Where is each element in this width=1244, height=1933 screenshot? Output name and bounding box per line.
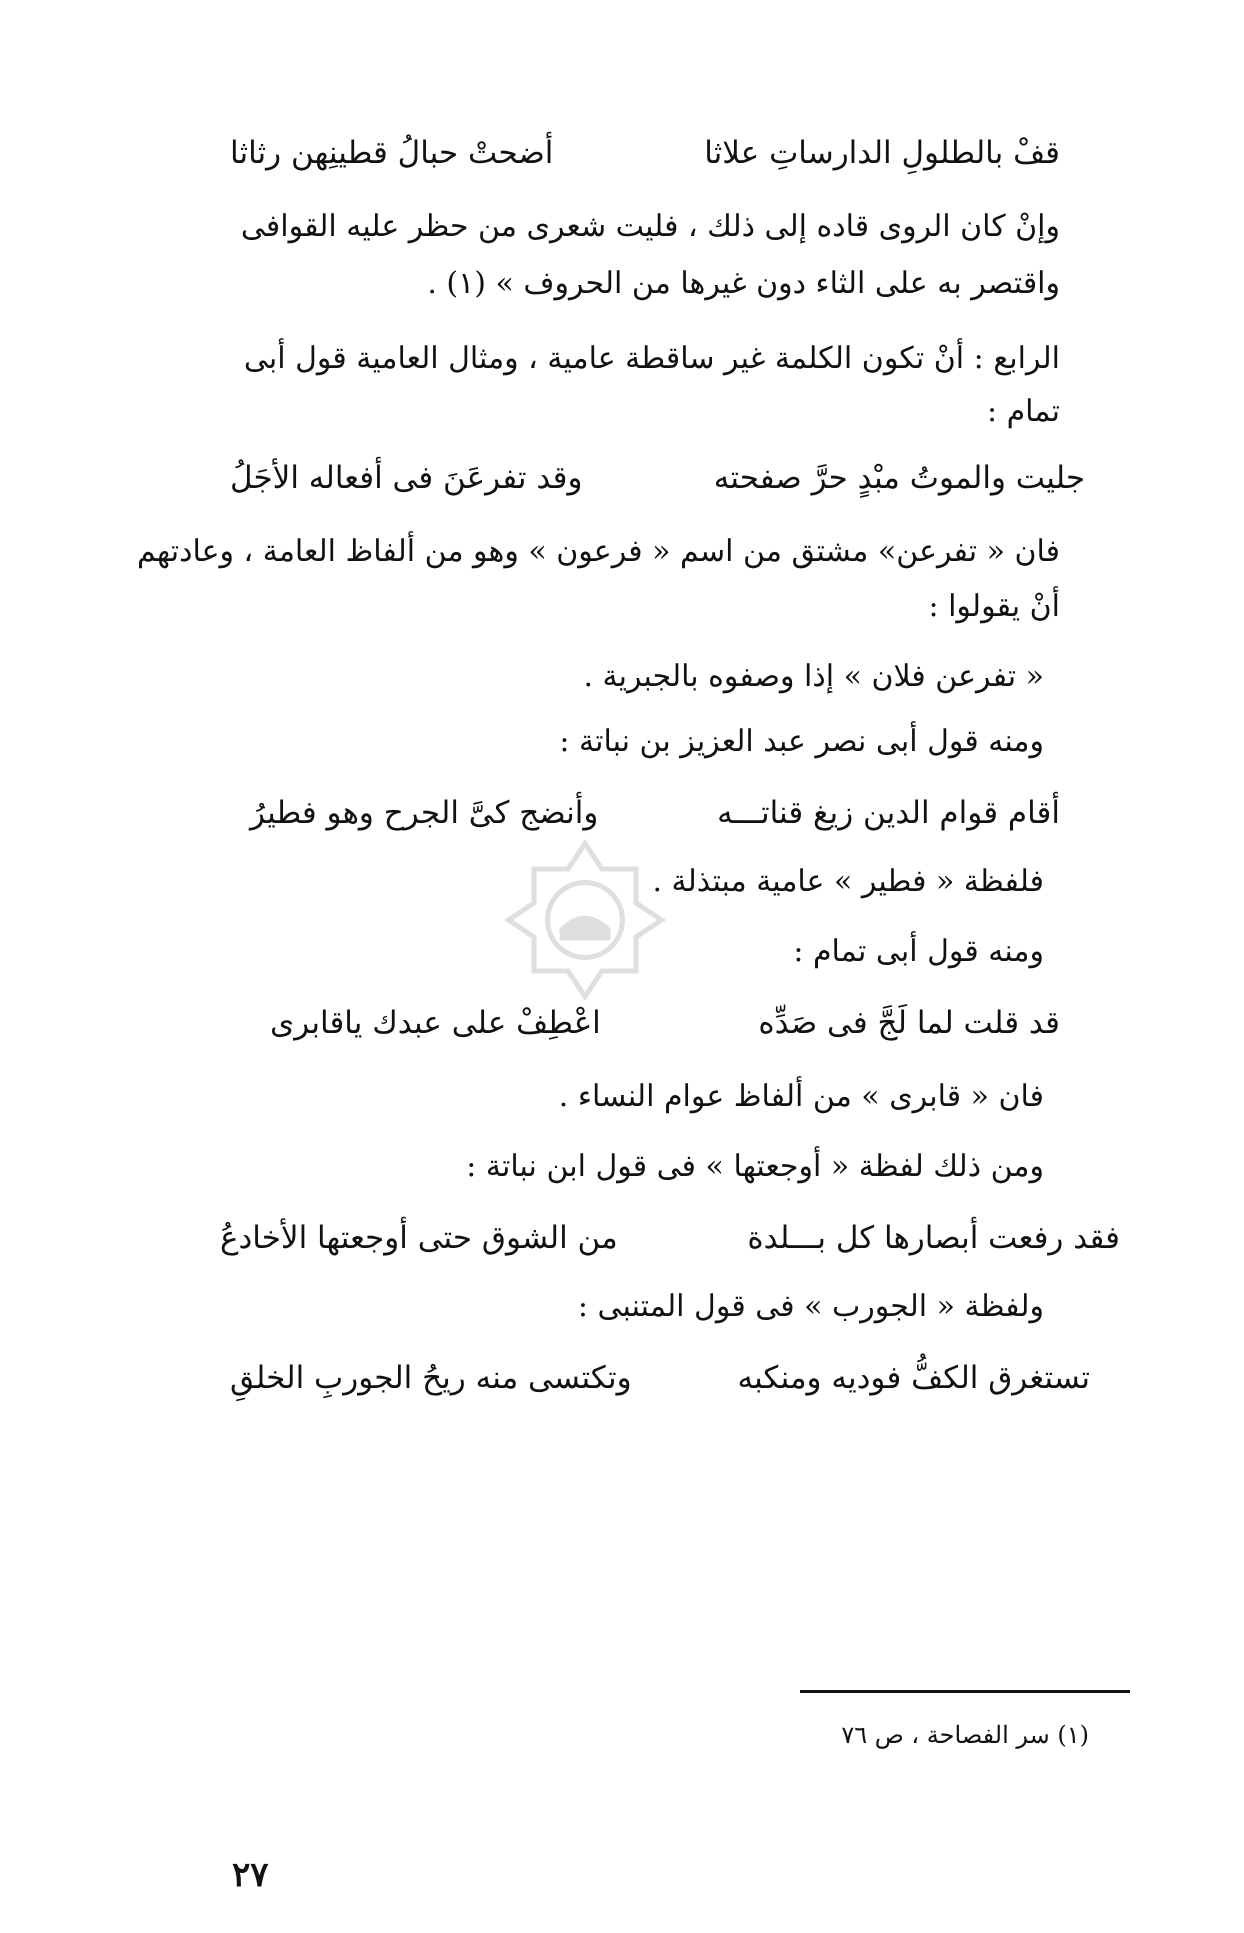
text-line: فلفظة « فطير » عامية مبتذلة . xyxy=(652,864,1044,899)
footnote-divider xyxy=(800,1690,1130,1693)
page-number: ٢٧ xyxy=(232,1855,269,1895)
text-line: واقتصر به على الثاء دون غيرها من الحروف » (١) . xyxy=(427,266,1060,301)
text-line: فان « قابرى » من ألفاظ عوام النساء . xyxy=(558,1079,1044,1114)
text-line: ولفظة « الجورب » فى قول المتنبى : xyxy=(577,1289,1044,1324)
verse-first-hemistich: تستغرق الكفُّ فوديه ومنكبه xyxy=(737,1360,1090,1396)
verse-first-hemistich: قفْ بالطلولِ الدارساتِ علاثا xyxy=(704,135,1060,171)
verse-second-hemistich: أضحتْ حبالُ قطينِهن رثاثا xyxy=(230,135,554,171)
verse-second-hemistich: وتكتسى منه ريحُ الجوربِ الخلقِ xyxy=(230,1360,632,1396)
footnote: (١) سر الفصاحة ، ص ٧٦ xyxy=(841,1721,1089,1749)
library-seal-watermark xyxy=(500,835,670,1005)
verse-second-hemistich: اعْطِفْ على عبدك ياقابرى xyxy=(270,1005,601,1041)
text-line: الرابع : أنْ تكون الكلمة غير ساقطة عامية ، ومثال العامية قول أبى xyxy=(243,341,1060,376)
verse-first-hemistich: جليت والموتُ مبْدٍ حرَّ صفحته xyxy=(713,460,1085,496)
text-line: فان « تفرعن» مشتق من اسم « فرعون » وهو من ألفاظ العامة ، وعادتهم xyxy=(136,534,1060,569)
text-line: أنْ يقولوا : xyxy=(928,589,1060,624)
verse-first-hemistich: فقد رفعت أبصارها كل بـــلدة xyxy=(747,1220,1120,1256)
verse-first-hemistich: قد قلت لما لَجَّ فى صَدِّه xyxy=(758,1005,1060,1041)
text-line: ومن ذلك لفظة « أوجعتها » فى قول ابن نباتة : xyxy=(466,1149,1044,1184)
text-line: « تفرعن فلان » إذا وصفوه بالجبرية . xyxy=(583,659,1044,694)
verse-second-hemistich: من الشوق حتى أوجعتها الأخادعُ xyxy=(220,1220,618,1256)
verse-second-hemistich: وأنضج كىَّ الجرح وهو فطيرُ xyxy=(250,795,599,831)
verse-first-hemistich: أقام قوام الدين زيغ قناتـــه xyxy=(717,795,1060,831)
text-line: ومنه قول أبى تمام : xyxy=(793,934,1044,969)
verse-second-hemistich: وقد تفرعَنَ فى أفعاله الأجَلُ xyxy=(230,460,583,496)
text-line: تمام : xyxy=(986,394,1060,429)
text-line: وإنْ كان الروى قاده إلى ذلك ، فليت شعرى من حظر عليه القوافى xyxy=(240,209,1060,244)
text-line: ومنه قول أبى نصر عبد العزيز بن نباتة : xyxy=(559,724,1044,759)
